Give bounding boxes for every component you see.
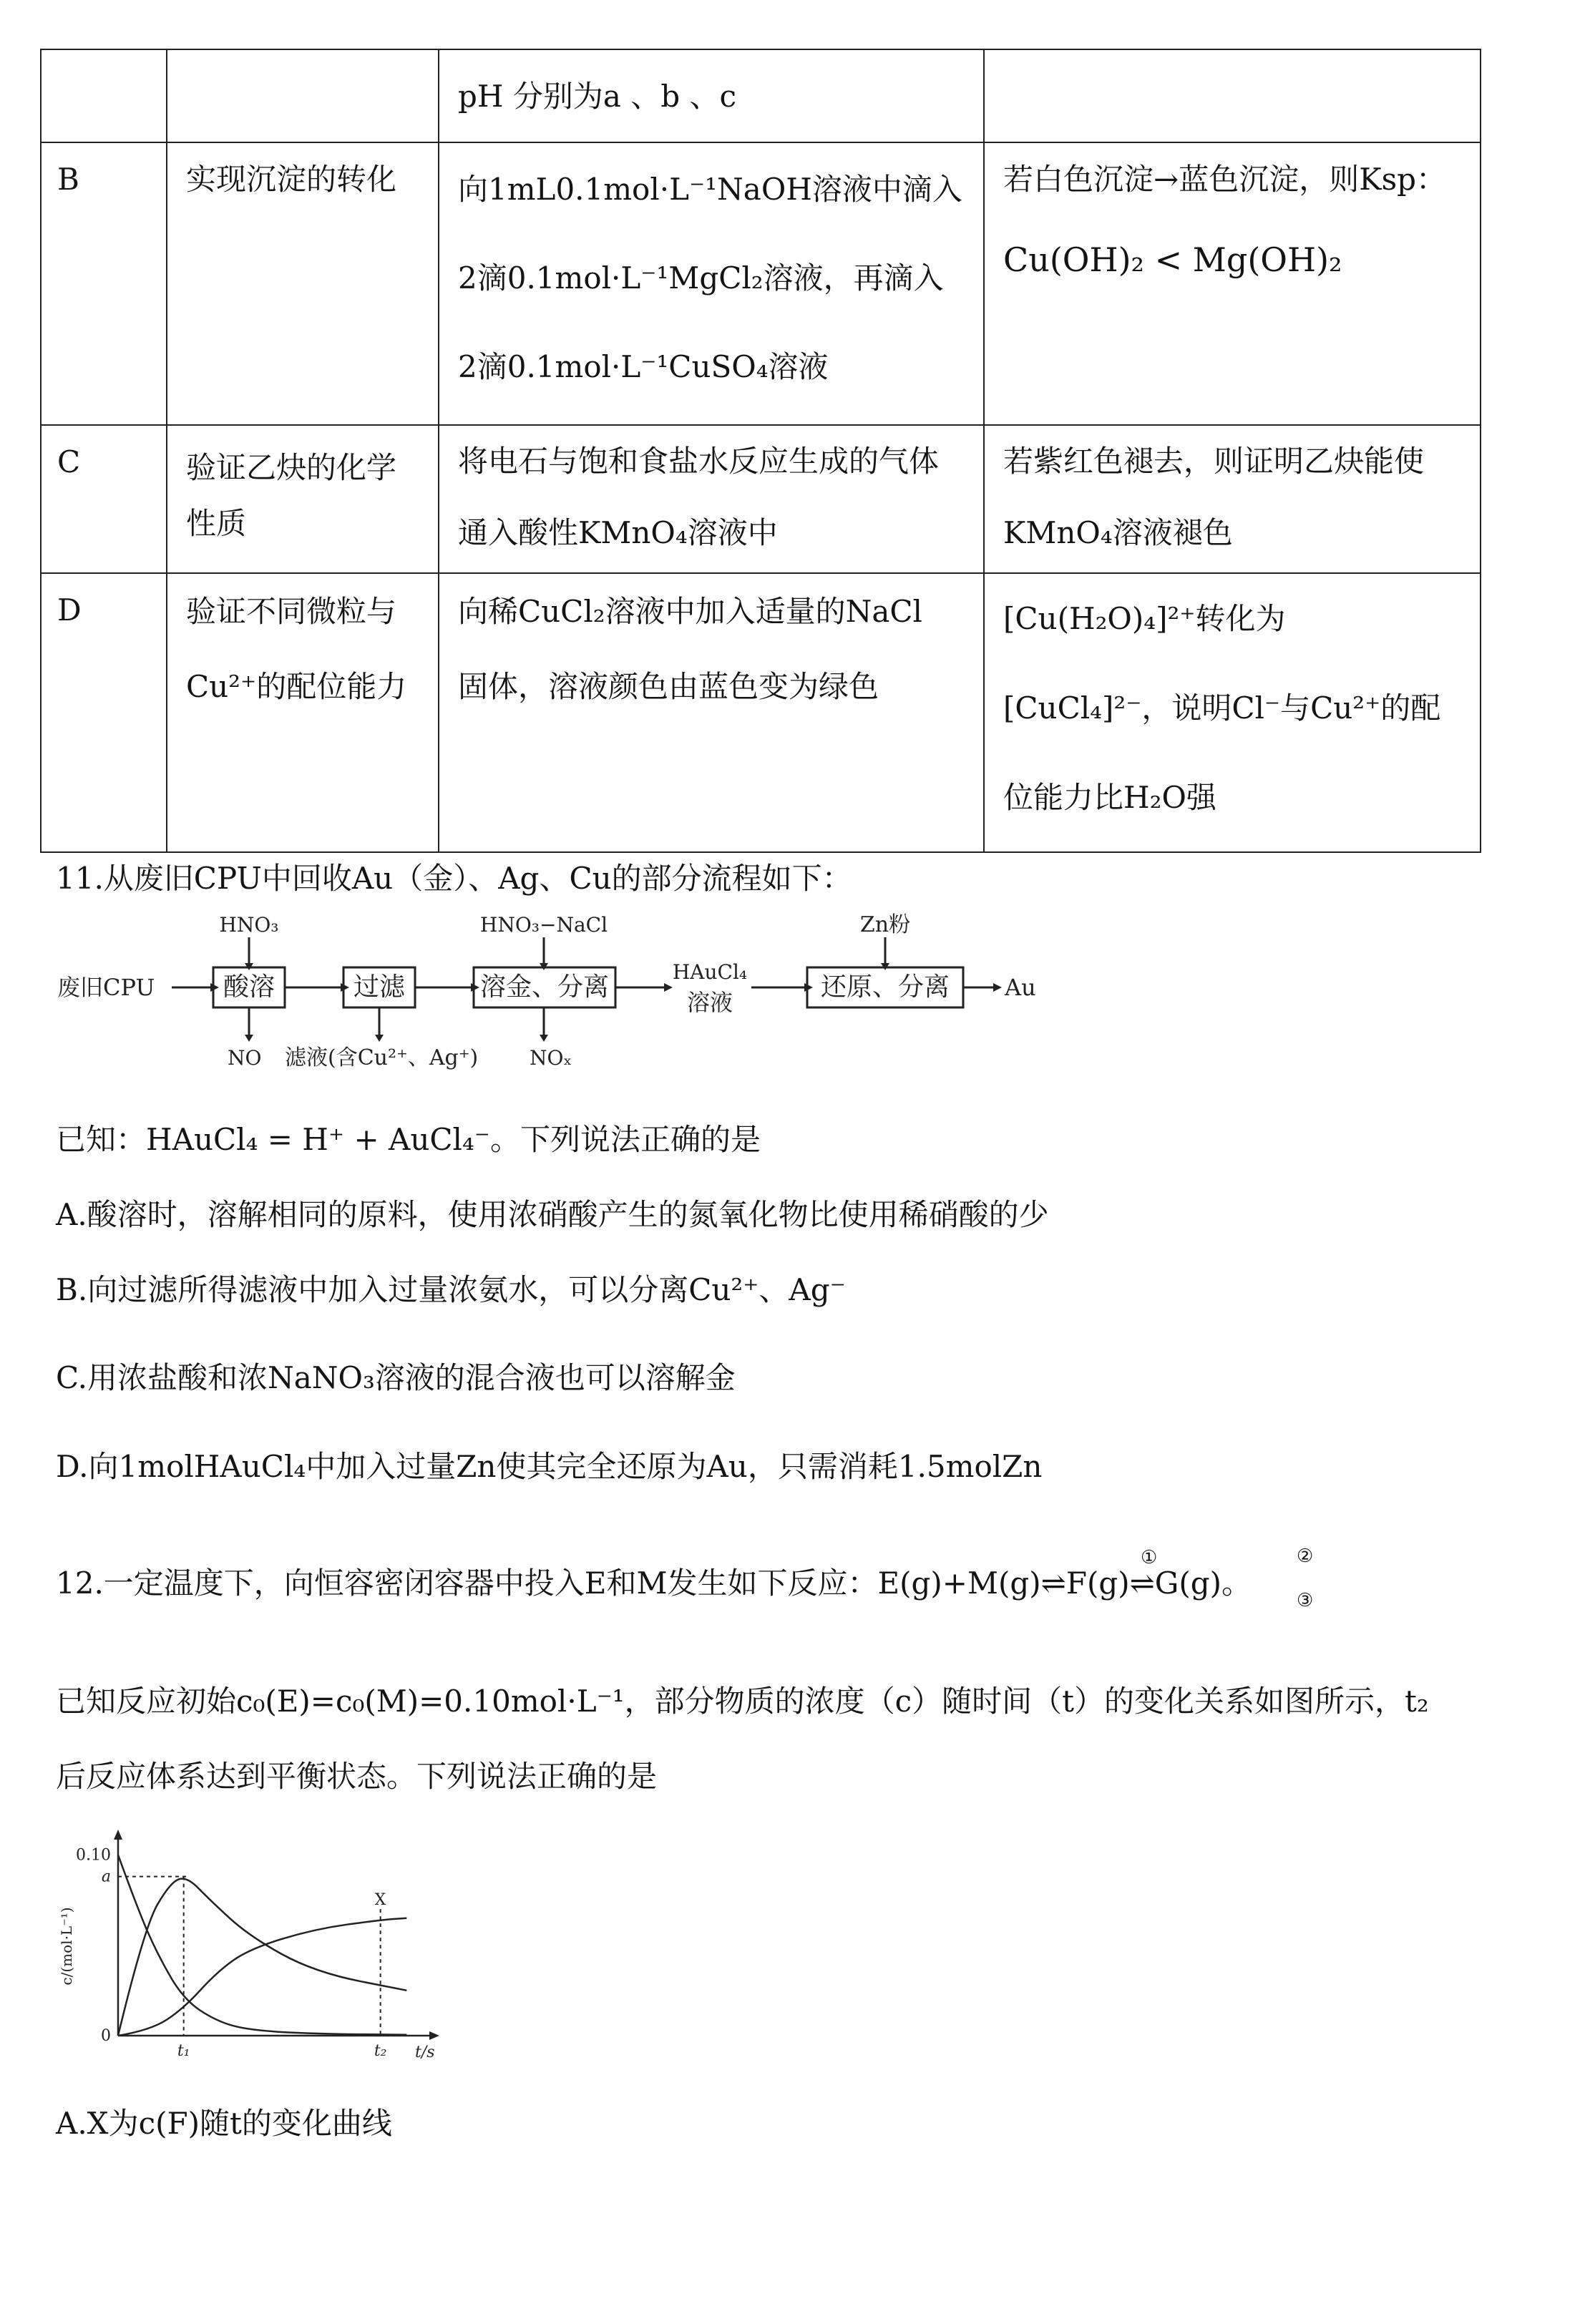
concl-line: KMnO₄溶液褪色 xyxy=(1003,515,1233,550)
flow-box2-label: 过滤 xyxy=(353,972,406,1002)
q11-option-b: B.向过滤所得滤液中加入过量浓氨水，可以分离Cu²⁺、Ag⁻ xyxy=(56,1272,846,1307)
flow-out-no: NO xyxy=(228,1046,262,1070)
op-line: 通入酸性KMnO₄溶液中 xyxy=(458,515,778,550)
y-tick-label: 0.10 xyxy=(76,1846,111,1865)
table-row xyxy=(41,142,1481,425)
op-line: 2滴0.1mol·L⁻¹CuSO₄溶液 xyxy=(458,349,829,384)
purpose-line: 性质 xyxy=(186,506,247,541)
row-label: B xyxy=(57,162,79,197)
flow-in-hno3-nacl: HNO₃−NaCl xyxy=(479,913,608,937)
series-line-3 xyxy=(118,1918,406,2036)
q12-known-1: 已知反应初始c₀(E)=c₀(M)=0.10mol·L⁻¹，部分物质的浓度（c）随时间（t）的变化关系如图所示，t₂ xyxy=(56,1684,1429,1719)
flow-box3-label: 溶金、分离 xyxy=(479,972,610,1002)
concl-line: 位能力比H₂O强 xyxy=(1003,780,1216,815)
q11-stem: 11.从废旧CPU中回收Au（金）、Ag、Cu的部分流程如下： xyxy=(56,861,852,896)
row0-op: pH 分别为a 、b 、c xyxy=(458,79,737,114)
experiment-table xyxy=(40,49,1481,853)
concentration-time-chart xyxy=(43,1821,444,2068)
y-tick-label: a xyxy=(101,1868,111,1886)
table-row xyxy=(41,573,1481,852)
op-line: 固体，溶液颜色由蓝色变为绿色 xyxy=(458,669,879,704)
flow-end-au: Au xyxy=(1005,974,1036,1001)
q11-known: 已知：HAuCl₄ = H⁺ + AuCl₄⁻。下列说法正确的是 xyxy=(56,1122,761,1157)
concl-line: Cu(OH)₂ < Mg(OH)₂ xyxy=(1003,240,1342,279)
q12-option-a: A.X为c(F)随t的变化曲线 xyxy=(56,2106,392,2141)
chart-x-label: t/s xyxy=(415,2044,435,2061)
row-label: C xyxy=(57,444,81,479)
op-line: 向稀CuCl₂溶液中加入适量的NaCl xyxy=(458,594,922,629)
q12-known-2: 后反应体系达到平衡状态。下列说法正确的是 xyxy=(56,1759,658,1794)
purpose-line: Cu²⁺的配位能力 xyxy=(186,669,407,704)
concl-line: [CuCl₄]²⁻，说明Cl⁻与Cu²⁺的配 xyxy=(1003,690,1441,726)
concl-line: 若紫红色褪去，则证明乙炔能使 xyxy=(1003,444,1425,479)
op-line: 将电石与饱和食盐水反应生成的气体 xyxy=(458,444,940,479)
op-line: 向1mL0.1mol·L⁻¹NaOH溶液中滴入 xyxy=(458,172,962,207)
reaction-mark-2: ② xyxy=(1297,1546,1314,1567)
q11-option-c: C.用浓盐酸和浓NaNO₃溶液的混合液也可以溶解金 xyxy=(56,1360,736,1395)
curve-x-label: X xyxy=(374,1891,386,1910)
series-line-2 xyxy=(118,1879,406,2036)
flow-mid-haucl4: HAuCl₄ xyxy=(672,960,748,984)
flow-in-hno3: HNO₃ xyxy=(219,913,279,937)
flow-in-zn: Zn粉 xyxy=(859,912,911,937)
reaction-mark-1: ① xyxy=(1141,1547,1158,1568)
q11-flow-diagram xyxy=(57,909,1059,1080)
q11-option-a: A.酸溶时，溶解相同的原料，使用浓硝酸产生的氮氧化物比使用稀硝酸的少 xyxy=(56,1197,1049,1232)
purpose-line: 验证不同微粒与 xyxy=(186,594,397,629)
q12-stem: 12.一定温度下，向恒容密闭容器中投入E和M发生如下反应：E(g)+M(g)⇌F(g)⇌G(g)。 xyxy=(56,1566,1252,1601)
flow-filtrate: 滤液(含Cu²⁺、Ag⁺) xyxy=(285,1045,479,1070)
concl-line: [Cu(H₂O)₄]²⁺转化为 xyxy=(1003,601,1286,636)
flow-box4-label: 还原、分离 xyxy=(820,972,950,1002)
row-label: D xyxy=(57,592,82,628)
table-row xyxy=(41,425,1481,573)
row-purpose: 实现沉淀的转化 xyxy=(186,162,397,197)
flow-out-nox: NOₓ xyxy=(530,1046,572,1070)
x-tick-label: t₂ xyxy=(374,2042,387,2060)
table-row xyxy=(41,49,1481,142)
reaction-mark-3: ③ xyxy=(1297,1590,1314,1611)
y-tick-label: 0 xyxy=(101,2027,111,2045)
purpose-line: 验证乙炔的化学 xyxy=(186,450,397,485)
concl-line: 若白色沉淀→蓝色沉淀，则Ksp： xyxy=(1003,162,1447,197)
flow-mid-solution: 溶液 xyxy=(686,989,733,1016)
flow-box1-label: 酸溶 xyxy=(223,972,275,1002)
x-tick-label: t₁ xyxy=(177,2042,190,2060)
flow-start: 废旧CPU xyxy=(57,974,155,1001)
q11-option-d: D.向1molHAuCl₄中加入过量Zn使其完全还原为Au，只需消耗1.5molZn xyxy=(56,1449,1043,1484)
op-line: 2滴0.1mol·L⁻¹MgCl₂溶液，再滴入 xyxy=(458,260,944,296)
chart-y-label: c/(mol·L⁻¹) xyxy=(58,1907,75,1986)
